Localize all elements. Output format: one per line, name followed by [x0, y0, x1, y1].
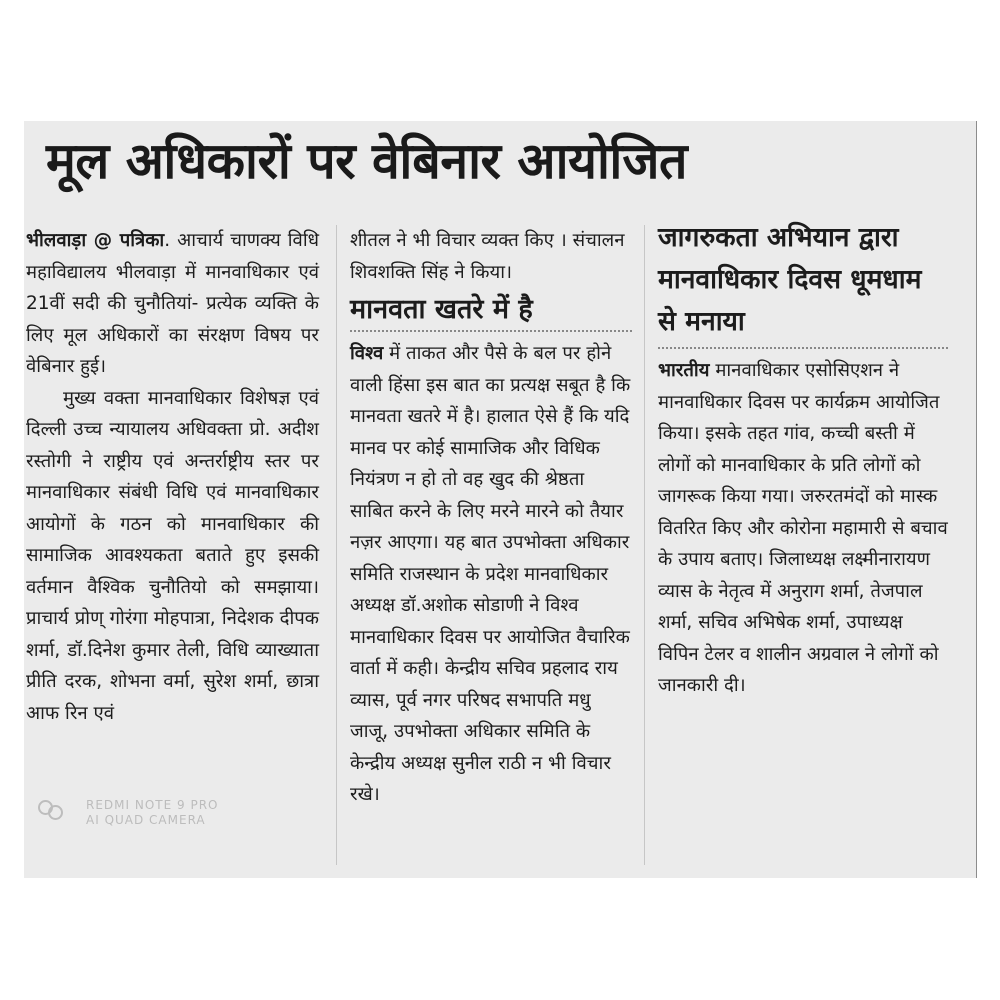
article-paragraph: मुख्य वक्ता मानवाधिकार विशेषज्ञ एवं दिल्ली उच्च न्यायालय अधिवक्ता प्रो. अदीश रस्तोगी ने राष्ट्रीय एवं अन्तर्राष्ट्रीय स्तर पर मानवाधिकार संबंधी विधि एवं मानवाधिकार आयोगों के गठन को मानवाधिकार की सामाजिक आवश्यकता बताते हुए इसकी वर्तमान वैश्विक चुनौतियो को समझाया। प्राचार्य प्रो‌ण् गोरंगा मोहपात्रा, निदेशक दीपक शर्मा, डॉ.दिनेश कुमार तेली, विधि व्याख्याता प्रीति दरक, शोभना वर्मा, सुरेश शर्मा, छात्रा आफ रिन एवं [26, 387, 319, 724]
dateline: भीलवाड़ा @ पत्रिका [26, 230, 165, 251]
side-headline: जागरुकता अभियान द्वारा मानवाधिकार दिवस धूमधाम से मनाया [658, 222, 922, 337]
article-column-3 [658, 217, 948, 702]
watermark-line: AI QUAD CAMERA [86, 813, 206, 827]
paragraph-text: . आचार्य चाणक्य विधि महाविद्यालय भीलवाड़ा में मानवाधिकार एवं 21वीं सदी की चुनौतियां- प्रत्येक व्यक्ति के लिए मूल अधिकारों का संरक्षण विषय पर वेबिनार हुई। [26, 230, 319, 377]
column-divider [644, 225, 645, 865]
watermark-text [86, 798, 218, 828]
continued-text: शीतल ने भी विचार व्यक्त किए । संचालन शिवशक्ति सिंह ने किया। [350, 230, 625, 283]
camera-lens-icon [38, 800, 64, 820]
article-paragraph [658, 355, 948, 702]
lead-word: विश्व [350, 343, 384, 364]
article-column-2 [350, 225, 632, 811]
lead-word: भारतीय [658, 360, 710, 381]
article-paragraph [26, 225, 319, 383]
article-paragraph [350, 338, 632, 811]
paragraph-text: में ताकत और पैसे के बल पर होने वाली हिंसा इस बात का प्रत्यक्ष सबूत है कि मानवता खतरे में है। हालात ऐसे हैं कि यदि मानव पर कोई सामाजिक और विधिक नियंत्रण न हो तो वह खुद की श्रेष्ठता साबित करने के लिए मरने मारने को तैयार नज़र आएगा। यह बात उपभोक्ता अधिकार समिति राजस्थान के प्रदेश मानवाधिकार अध्यक्ष डॉ.अशोक सोडाणी ने विश्व मानवाधिकार दिवस पर आयोजित वैचारिक वार्ता में कही। केन्द्रीय सचिव प्रहलाद राय व्यास, पूर्व नगर परिषद सभापति मधु जाजू, उपभोक्ता अधिकार समिति के केन्द्रीय अध्यक्ष सुनील राठी न भी विचार रखे। [350, 343, 631, 805]
dotted-divider [350, 330, 632, 332]
subheading: मानवता खतरे में है [350, 294, 533, 325]
clipping-edge-shadow [976, 121, 977, 878]
column-divider [336, 225, 337, 865]
paragraph-text: मानवाधिकार एसोसिएशन ने मानवाधिकार दिवस पर कार्यक्रम आयोजित किया। इसके तहत गांव, कच्ची बस्ती में लोगों को मानवाधिकार के प्रति लोगों को जागरूक किया गया। जरुरतमंदों को मास्क वितरित किए और कोरोना महामारी से बचाव के उपाय बताए। जिलाध्यक्ष लक्ष्मीनारायण व्यास के नेतृत्व में अनुराग शर्मा, तेजपाल शर्मा, सचिव अभिषेक शर्मा, उपाध्यक्ष विपिन टेलर व शालीन अग्रवाल ने लोगों को जानकारी दी। [658, 360, 948, 696]
watermark-line: REDMI NOTE 9 PRO [86, 798, 219, 812]
newspaper-clipping [24, 121, 977, 878]
dotted-divider [658, 347, 948, 349]
main-headline: मूल अधिकारों पर वेबिनार आयोजित [46, 132, 687, 190]
article-column-1 [26, 225, 319, 729]
